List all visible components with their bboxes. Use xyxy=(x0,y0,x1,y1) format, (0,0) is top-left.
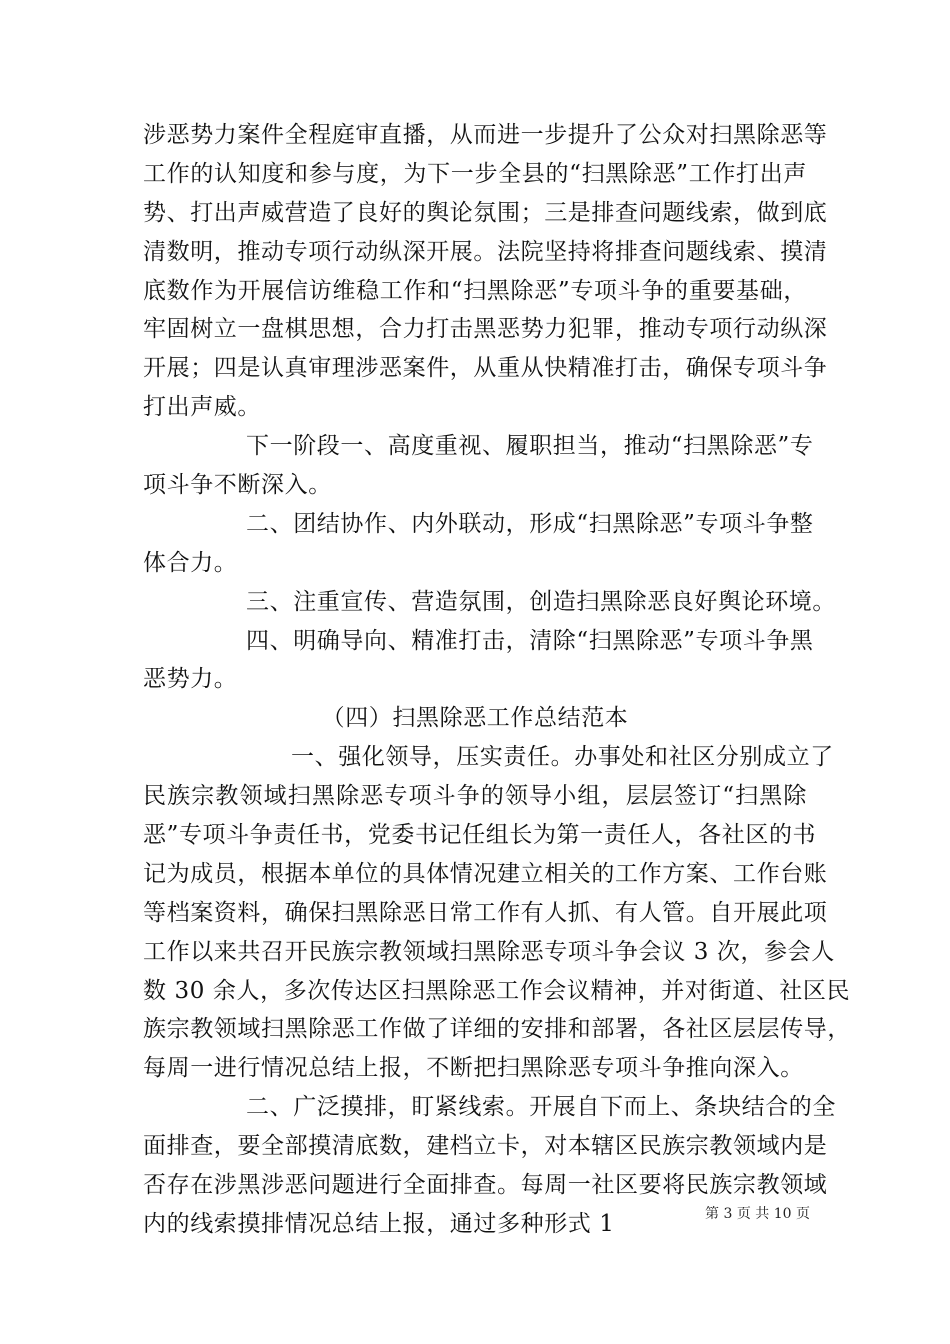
text-line: 项斗争不断深入。 xyxy=(143,472,332,499)
section-heading: （四）扫黑除恶工作总结范本 xyxy=(321,705,629,732)
text-line: 恶势力。 xyxy=(143,666,238,693)
text-line: 势、打出声威营造了良好的舆论氛围；三是排查问题线索，做到底 xyxy=(143,199,828,226)
text-line: 面排查，要全部摸清底数，建档立卡，对本辖区民族宗教领域内是 xyxy=(143,1133,828,1160)
text-line: 恶”专项斗争责任书，党委书记任组长为第一责任人，各社区的书 xyxy=(143,822,817,849)
text-line: 记为成员，根据本单位的具体情况建立相关的工作方案、工作台账 xyxy=(143,860,828,887)
text-line: 二、广泛摸排，盯紧线索。开展自下而上、条块结合的全 xyxy=(246,1094,836,1121)
body-text xyxy=(143,116,851,1244)
text-line: 否存在涉黑涉恶问题进行全面排查。每周一社区要将民族宗教领域 xyxy=(143,1172,828,1199)
text-line: 每周一进行情况总结上报，不断把扫黑除恶专项斗争推向深入。 xyxy=(143,1055,804,1082)
text-line: 四、明确导向、精准打击，清除“扫黑除恶”专项斗争黑 xyxy=(246,627,814,654)
page-number: 第 3 页 共 10 页 xyxy=(705,1206,810,1222)
text-line: 民族宗教领域扫黑除恶专项斗争的领导小组，层层签订“扫黑除 xyxy=(143,783,807,810)
text-line: 底数作为开展信访维稳工作和“扫黑除恶”专项斗争的重要基础， xyxy=(143,277,807,304)
text-line: 等档案资料，确保扫黑除恶日常工作有人抓、有人管。自开展此项 xyxy=(143,899,828,926)
text-line: 数 30 余人，多次传达区扫黑除恶工作会议精神，并对街道、社区民 xyxy=(143,977,851,1004)
text-line: 涉恶势力案件全程庭审直播，从而进一步提升了公众对扫黑除恶等 xyxy=(143,122,828,148)
text-line: 打出声威。 xyxy=(143,394,261,421)
text-line: 三、注重宣传、营造氛围，创造扫黑除恶良好舆论环境。 xyxy=(246,588,836,615)
text-line: 清数明，推动专项行动纵深开展。法院坚持将排查问题线索、摸清 xyxy=(143,238,828,265)
text-line: 下一阶段一、高度重视、履职担当，推动“扫黑除恶”专 xyxy=(246,433,814,460)
text-line: 牢固树立一盘棋思想，合力打击黑恶势力犯罪，推动专项行动纵深 xyxy=(143,316,828,343)
text-line: 二、团结协作、内外联动，形成“扫黑除恶”专项斗争整 xyxy=(246,510,814,537)
text-line: 工作以来共召开民族宗教领域扫黑除恶专项斗争会议 3 次，参会人 xyxy=(143,938,835,965)
text-line: 体合力。 xyxy=(143,549,238,576)
text-line: 工作的认知度和参与度，为下一步全县的“扫黑除恶”工作打出声 xyxy=(143,160,807,187)
text-line: 族宗教领域扫黑除恶工作做了详细的安排和部署，各社区层层传导， xyxy=(143,1016,851,1043)
text-line: 内的线索摸排情况总结上报，通过多种形式 1 xyxy=(143,1210,615,1237)
text-line: 开展；四是认真审理涉恶案件，从重从快精准打击，确保专项斗争 xyxy=(143,355,828,382)
text-line: 一、强化领导，压实责任。办事处和社区分别成立了 xyxy=(291,744,834,771)
